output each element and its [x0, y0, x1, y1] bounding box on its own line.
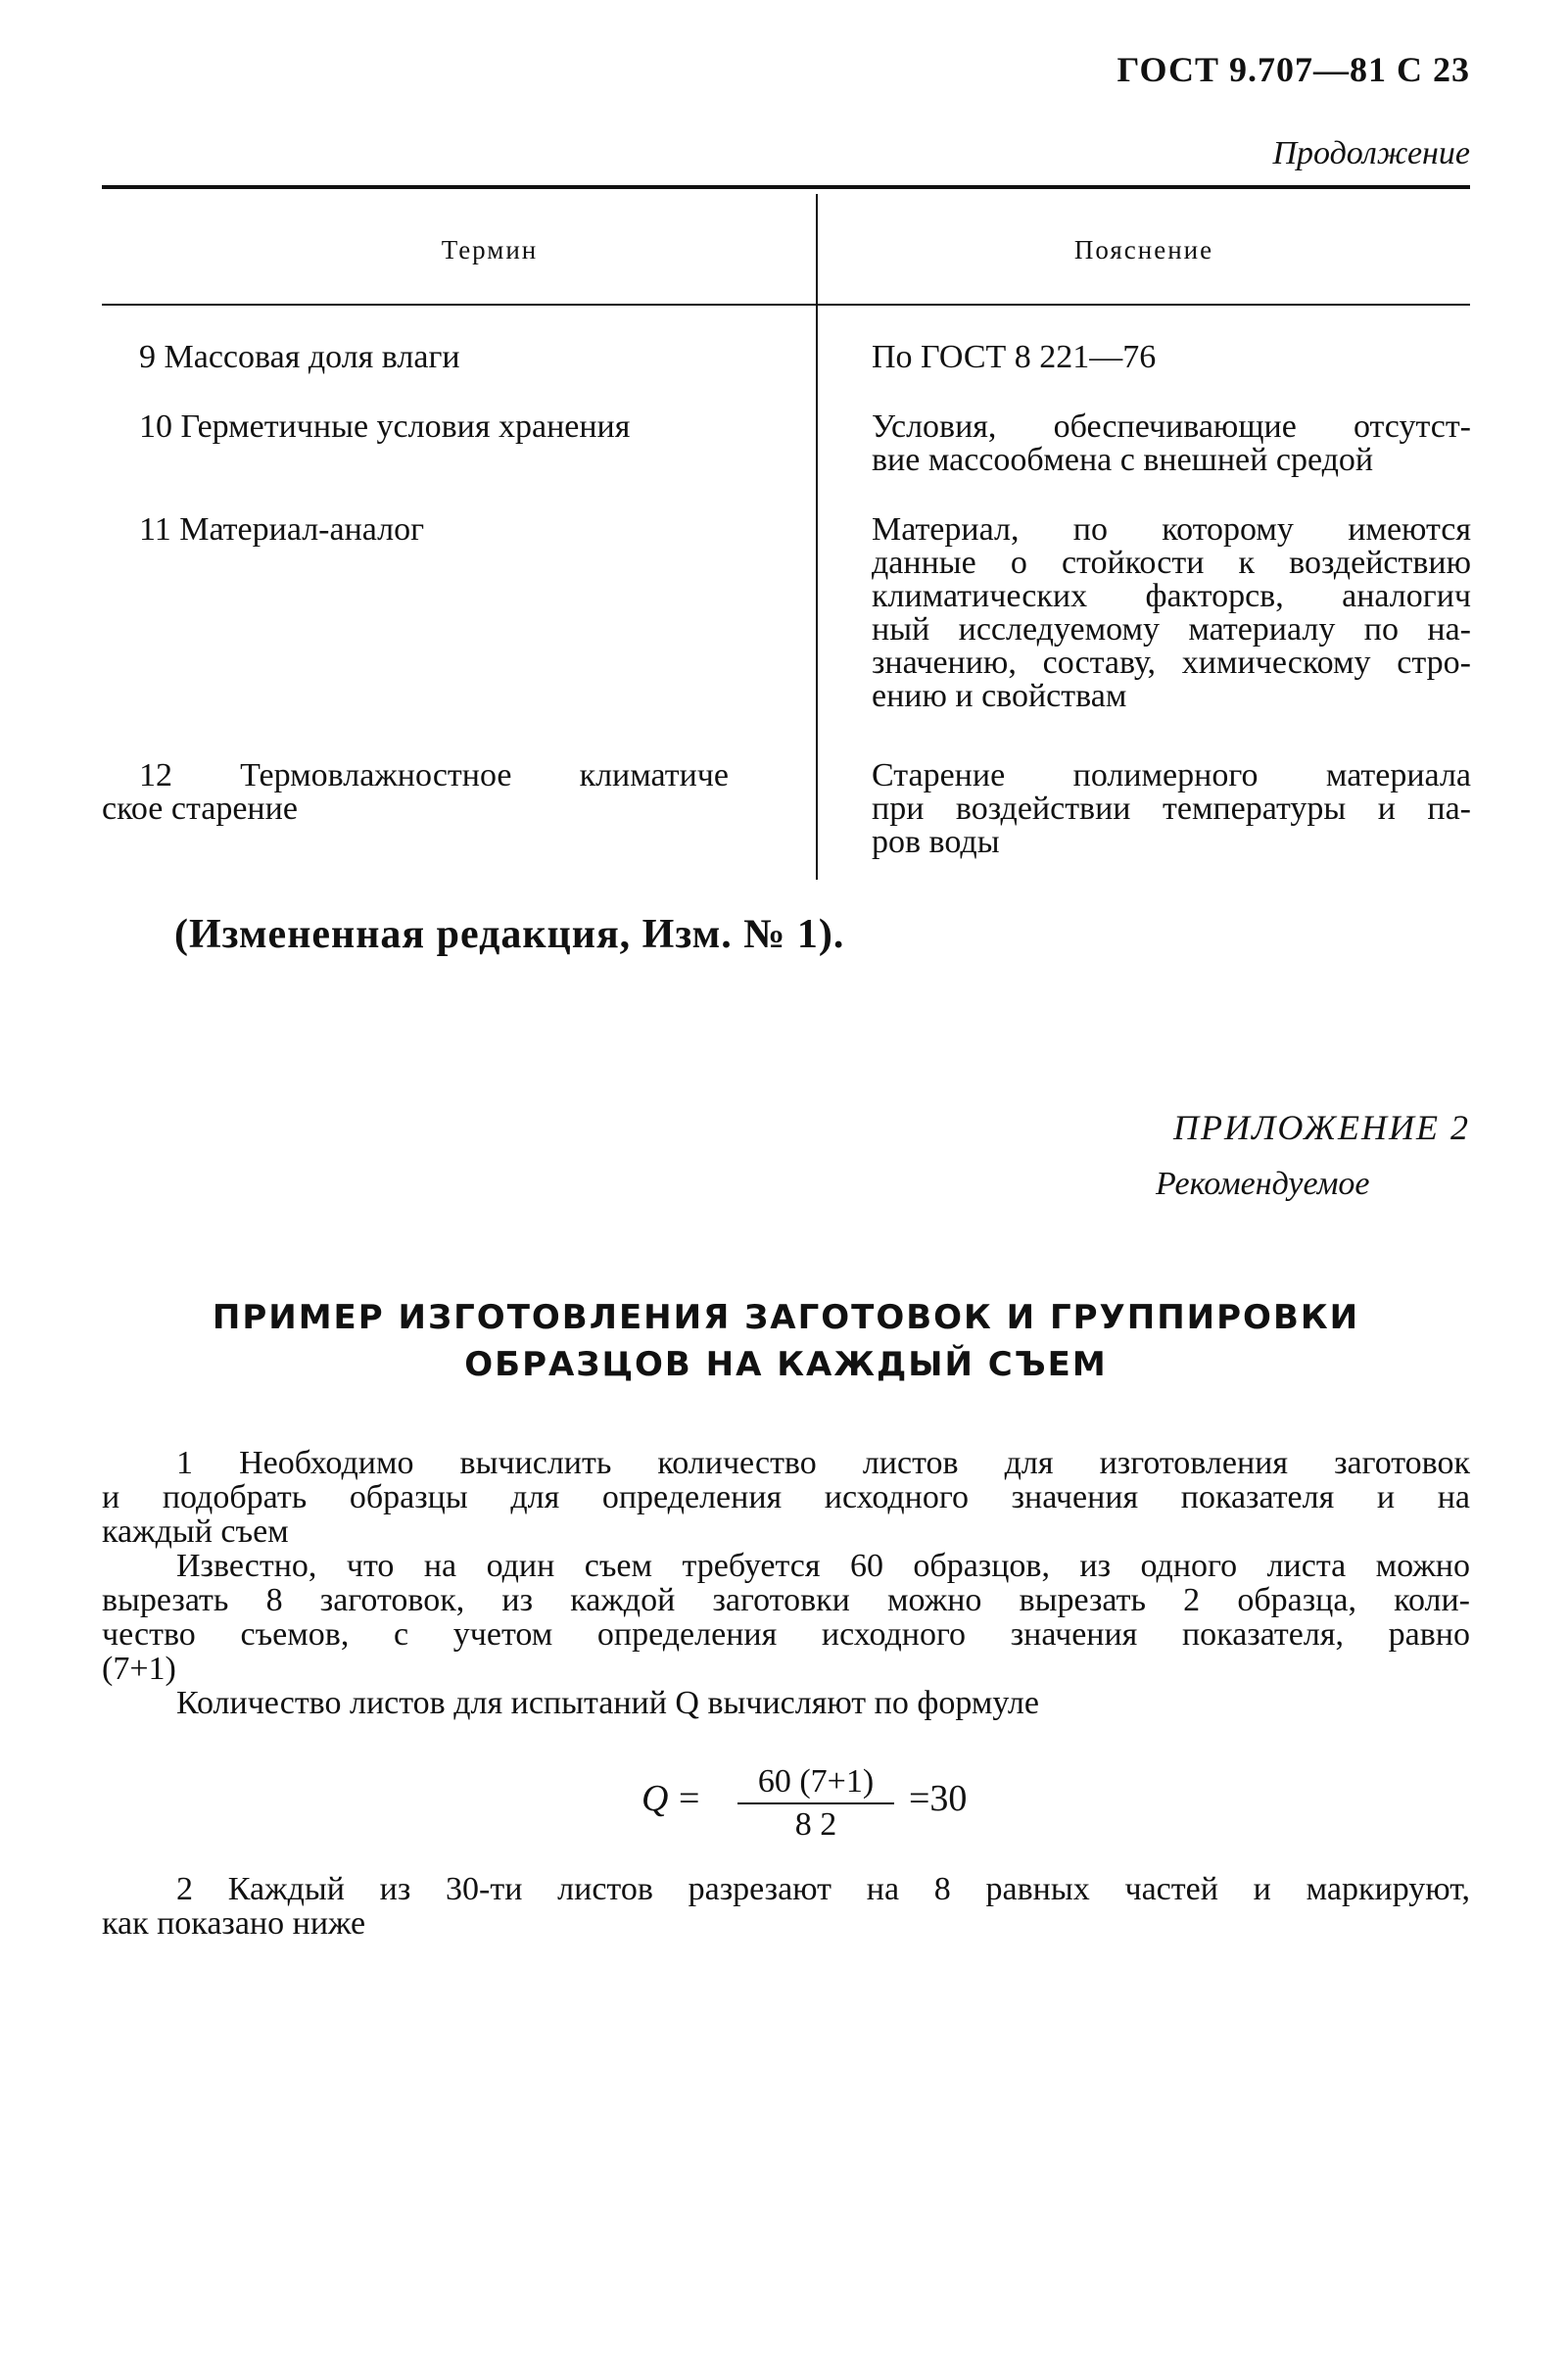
explanation-line: По ГОСТ 8 221—76: [872, 339, 1157, 375]
table-row-explanation: [872, 513, 1471, 713]
paragraph-line: Известно, что на один съем требуется 60 образцов, из одного листа можно: [176, 1548, 1470, 1584]
explanation-line: Условия, обеспечивающие отсутст-: [872, 408, 1471, 445]
fraction-bar: [737, 1802, 894, 1804]
term-line: 11 Материал-аналог: [139, 511, 425, 548]
table-row-term: [102, 759, 729, 826]
paragraph-line: 1 Необходимо вычислить количество листов для изготовления заготовок: [176, 1445, 1470, 1481]
term-line: 12 Термовлажностное климатиче: [139, 757, 729, 793]
table-top-rule: [102, 185, 1470, 189]
explanation-line: ению и свойствам: [872, 678, 1127, 714]
amendment-note: (Измененная редакция, Изм. № 1).: [174, 912, 845, 957]
formula-result: =30: [909, 1778, 968, 1819]
table-row-explanation: [872, 410, 1471, 477]
formula-fraction: [737, 1763, 894, 1844]
column-header-explanation: Пояснение: [1073, 235, 1214, 264]
explanation-line: климатических факторсв, аналогич: [872, 578, 1471, 614]
paragraph-line: (7+1): [102, 1651, 176, 1687]
paragraph-3: [102, 1686, 1470, 1720]
table-row-term: [102, 410, 729, 444]
explanation-line: Материал, по которому имеются: [872, 511, 1471, 548]
table-row-explanation: [872, 341, 1471, 374]
formula-denominator: 8 2: [794, 1806, 837, 1843]
explanation-line: Старение полимерного материала: [872, 757, 1471, 793]
term-line: ское старение: [102, 791, 298, 827]
paragraph-line: и подобрать образцы для определения исходного значения показателя и на: [102, 1479, 1470, 1515]
table-row-explanation: [872, 759, 1471, 859]
paragraph-1: [102, 1446, 1470, 1549]
paragraph-line: Количество листов для испытаний Q вычисляют по формуле: [176, 1685, 1039, 1721]
column-header-term: Термин: [441, 235, 539, 264]
appendix-status: Рекомендуемое: [1156, 1166, 1370, 1202]
explanation-line: ров воды: [872, 824, 1000, 860]
formula-numerator: 60 (7+1): [757, 1763, 875, 1800]
paragraph-line: чество съемов, с учетом определения исходного значения показателя, равно: [102, 1616, 1470, 1653]
paragraph-2: [102, 1549, 1470, 1686]
term-line: 10 Герметичные условия хранения: [139, 408, 631, 445]
term-line: 9 Массовая доля влаги: [139, 339, 460, 375]
table-column-divider: [816, 194, 818, 880]
paragraph-line: вырезать 8 заготовок, из каждой заготовки можно вырезать 2 образца, коли-: [102, 1582, 1470, 1618]
paragraph-4: [102, 1872, 1470, 1941]
formula-lhs: Q: [641, 1778, 669, 1819]
appendix-title-line: ОБРАЗЦОВ НА КАЖДЫЙ СЪЕМ: [464, 1345, 1108, 1384]
table-continuation-label: Продолжение: [1272, 135, 1470, 171]
explanation-line: данные о стойкости к воздействию: [872, 545, 1471, 581]
paragraph-line: каждый съем: [102, 1513, 289, 1550]
document-header: ГОСТ 9.707—81 С 23: [1117, 50, 1470, 89]
table-header-rule: [102, 304, 1470, 306]
paragraph-line: 2 Каждый из 30-ти листов разрезают на 8 равных частей и маркируют,: [176, 1871, 1470, 1907]
table-row-term: [102, 513, 729, 547]
paragraph-line: как показано ниже: [102, 1905, 366, 1942]
formula-equals: =: [679, 1778, 700, 1819]
table-row-term: [102, 341, 729, 374]
explanation-line: при воздействии температуры и па-: [872, 791, 1471, 827]
explanation-line: ный исследуемому материалу по на-: [872, 611, 1471, 648]
appendix-title-line: ПРИМЕР ИЗГОТОВЛЕНИЯ ЗАГОТОВОК И ГРУППИРОВКИ: [212, 1298, 1360, 1337]
explanation-line: значению, составу, химическому стро-: [872, 645, 1471, 681]
explanation-line: вие массообмена с внешней средой: [872, 442, 1374, 478]
appendix-label: ПРИЛОЖЕНИЕ 2: [1173, 1108, 1470, 1147]
